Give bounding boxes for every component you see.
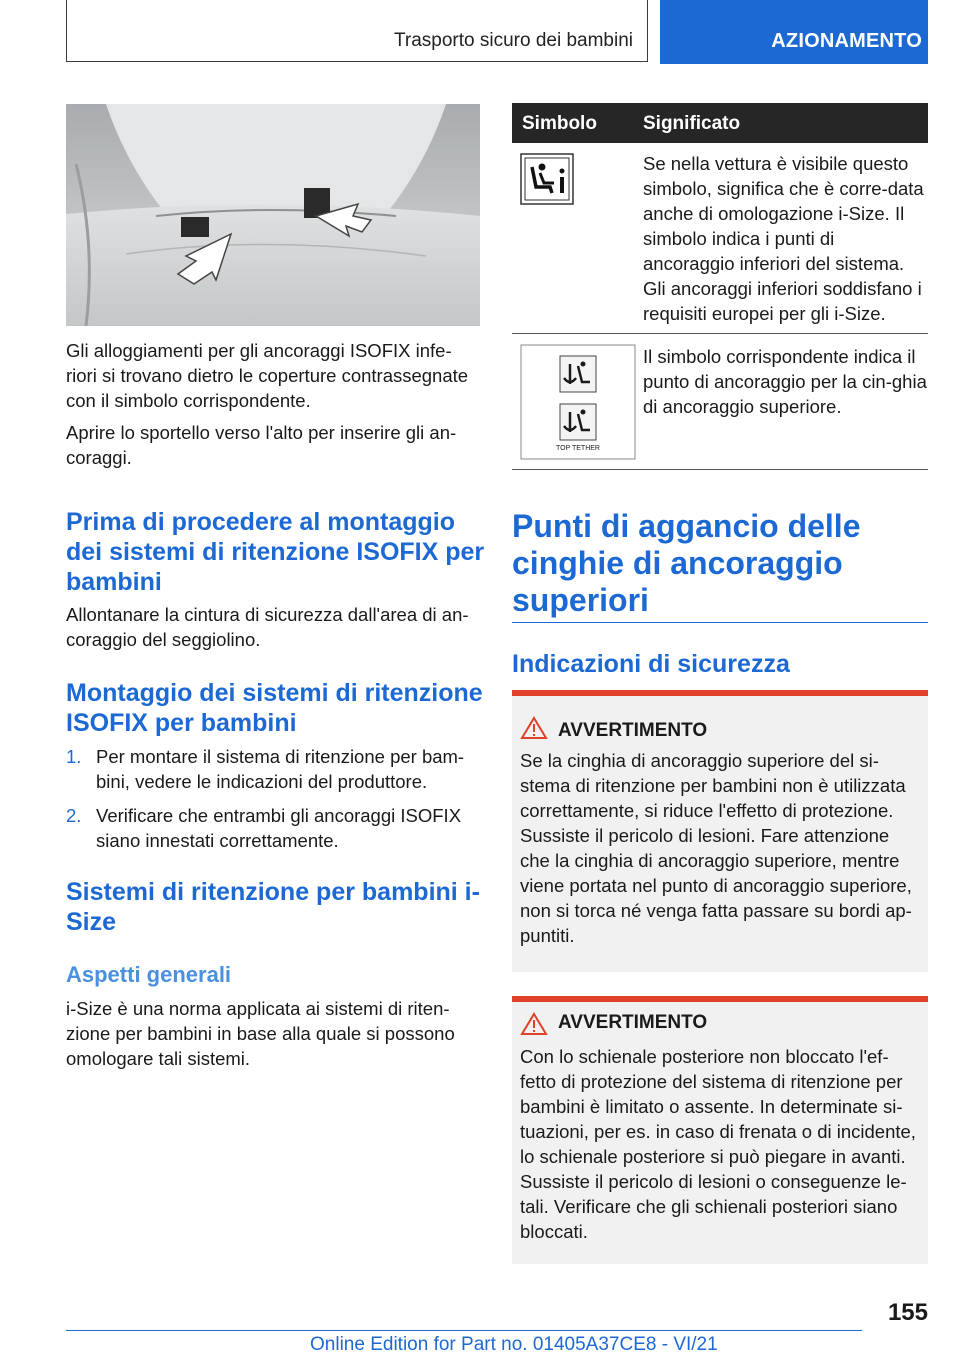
warning-title: AVVERTIMENTO xyxy=(558,1012,708,1033)
paragraph-move-belt: Allontanare la cintura di sicurezza dall'area di an-coraggio del seggiolino. xyxy=(66,604,469,650)
heading-before-mounting: Prima di procedere al montaggio dei sistemi di ritenzione ISOFIX per bambini xyxy=(66,508,485,596)
table-row xyxy=(512,334,928,470)
col-meaning: Significato xyxy=(643,113,741,134)
warning-triangle-icon xyxy=(520,1012,548,1041)
paragraph-isize: i-Size è una norma applicata ai sistemi di riten-zione per bambini in base alla quale si possono omologare tali sistemi. xyxy=(66,998,455,1069)
heading-safety: Indicazioni di sicurezza xyxy=(512,650,790,678)
warning-box xyxy=(512,690,928,972)
section-title: Trasporto sicuro dei bambini xyxy=(393,30,633,51)
rear-seat-illustration xyxy=(66,104,480,326)
table-row xyxy=(512,143,928,334)
row-description: Se nella vettura è visibile questo simbolo, significa che è corre-data anche di omologazione i-Size. Il simbolo indica i punti di ancoraggio inferiori del sistema. Gli ancoraggi inferiori soddisfano i requisiti europei per gli i-Size. xyxy=(643,153,924,324)
warning-bar xyxy=(512,996,928,1002)
footer-divider xyxy=(66,1330,862,1331)
symbol-table xyxy=(512,103,928,470)
chapter-title: AZIONAMENTO xyxy=(771,30,922,52)
warning-box xyxy=(512,996,928,1264)
list-number: 2. xyxy=(66,805,82,826)
section-tab xyxy=(66,0,648,62)
warning-bar xyxy=(512,690,928,696)
heading-isize: Sistemi di ritenzione per bambini i-Size xyxy=(66,878,480,936)
isize-seat-icon xyxy=(520,153,574,210)
caption-paragraph-2: Aprire lo sportello verso l'alto per inserire gli an-coraggi. xyxy=(66,422,457,468)
list-text: Verificare che entrambi gli ancoraggi ISOFIX siano innestati correttamente. xyxy=(96,805,462,851)
top-tether-icon xyxy=(520,344,636,465)
subheading-general: Aspetti generali xyxy=(66,962,232,987)
section-heading-top-tether: Punti di aggancio delle cinghie di ancoraggio superiori xyxy=(512,508,861,618)
list-item xyxy=(66,744,480,794)
list-number: 1. xyxy=(66,746,82,767)
heading-underline xyxy=(512,622,928,623)
page-header xyxy=(66,0,928,64)
isofix-seat-photo xyxy=(66,104,480,326)
caption-paragraph-1: Gli alloggiamenti per gli ancoraggi ISOFIX infe-riori si trovano dietro le coperture contrassegnate con il simbolo corrispondente. xyxy=(66,340,469,411)
chapter-tab xyxy=(660,0,928,64)
col-symbol: Simbolo xyxy=(522,113,597,134)
warning-triangle-icon xyxy=(520,716,548,745)
list-text: Per montare il sistema di ritenzione per bam-bini, vedere le indicazioni del produttore. xyxy=(96,746,465,792)
page-number: 155 xyxy=(887,1299,928,1326)
list-item xyxy=(66,803,480,853)
edition-text: Online Edition for Part no. 01405A37CE8 - VI/21 xyxy=(310,1334,718,1355)
table-header xyxy=(512,103,928,143)
heading-mounting-isofix: Montaggio dei sistemi di ritenzione ISOFIX per bambini xyxy=(66,679,483,737)
warning-title: AVVERTIMENTO xyxy=(558,720,708,741)
row-description: Il simbolo corrispondente indica il punto di ancoraggio per la cin-ghia di ancoraggio superiore. xyxy=(643,346,927,417)
top-tether-label: TOP TETHER xyxy=(556,445,600,452)
warning-text: Con lo schienale posteriore non bloccato l'ef-fetto di protezione del sistema di ritenzione per bambini è limitato o assente. In determinate si-tuazioni, per es. in caso di frenata o di incidente, lo schienale posteriore si può piegare in avanti. Sussiste il pericolo di lesioni o conseguenze le-tali. Verificare che gli schienali posteriori siano bloccati. xyxy=(520,1046,916,1242)
warning-text: Se la cinghia di ancoraggio superiore del si-stema di ritenzione per bambini non è utilizzata correttamente, si riduce l'effetto di protezione. Sussiste il pericolo di lesioni. Fare attenzione che la cinghia di ancoraggio superiore, mentre viene portata nel punto di ancoraggio superiore, non si torca né venga fatta passare su bordi ap-puntiti. xyxy=(520,750,912,946)
